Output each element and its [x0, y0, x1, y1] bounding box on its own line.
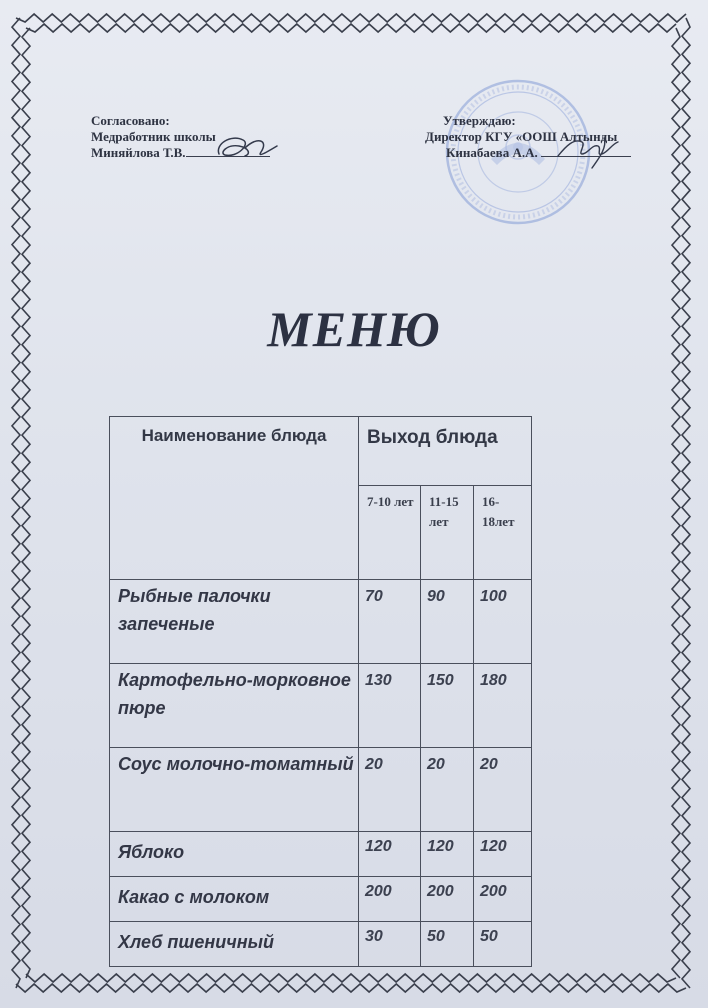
border-zigzag — [16, 14, 686, 22]
dish-name: Рыбные палочки запеченые — [110, 580, 359, 664]
dish-name: Хлеб пшеничный — [110, 922, 359, 967]
header-age-16-18: 16-18лет — [474, 486, 532, 580]
border-zigzag — [22, 28, 30, 978]
table-row — [110, 580, 532, 664]
border-zigzag — [672, 28, 680, 978]
border-zigzag — [16, 984, 686, 992]
approval-right-heading: Утверждаю: — [443, 113, 516, 128]
header-age-7-10: 7-10 лет — [359, 486, 421, 580]
portion-7-10: 130 — [359, 664, 421, 748]
portion-11-15: 50 — [421, 922, 474, 967]
portion-16-18: 20 — [474, 748, 532, 832]
portion-16-18: 120 — [474, 832, 532, 877]
menu-table — [109, 416, 532, 967]
border-zigzag — [682, 18, 690, 988]
portion-11-15: 90 — [421, 580, 474, 664]
header-age-11-15: 11-15 лет — [421, 486, 474, 580]
dish-name: Яблоко — [110, 832, 359, 877]
approval-left-position: Медработник школы — [91, 129, 216, 144]
portion-7-10: 200 — [359, 877, 421, 922]
header-output: Выход блюда — [359, 417, 532, 486]
border-zigzag — [12, 18, 20, 988]
dish-name: Картофельно-морковное пюре — [110, 664, 359, 748]
portion-16-18: 50 — [474, 922, 532, 967]
table-row — [110, 748, 532, 832]
approval-left-name: Миняйлова Т.В. — [91, 145, 186, 160]
border-zigzag — [26, 974, 676, 982]
page-title: МЕНЮ — [267, 301, 441, 357]
signature-left-icon — [205, 124, 285, 166]
portion-7-10: 120 — [359, 832, 421, 877]
approval-left-heading: Согласовано: — [91, 113, 170, 128]
portion-16-18: 100 — [474, 580, 532, 664]
signature-right-icon — [552, 128, 626, 172]
portion-7-10: 70 — [359, 580, 421, 664]
portion-11-15: 120 — [421, 832, 474, 877]
portion-11-15: 150 — [421, 664, 474, 748]
dish-name: Какао с молоком — [110, 877, 359, 922]
table-row — [110, 832, 532, 877]
header-dish-name: Наименование блюда — [110, 417, 359, 580]
portion-11-15: 20 — [421, 748, 474, 832]
portion-11-15: 200 — [421, 877, 474, 922]
table-row — [110, 664, 532, 748]
portion-16-18: 180 — [474, 664, 532, 748]
table-row — [110, 877, 532, 922]
approval-right-position: Директор КГУ «ООШ Алтынды — [425, 129, 618, 144]
border-zigzag — [26, 24, 676, 32]
table-row — [110, 922, 532, 967]
portion-7-10: 30 — [359, 922, 421, 967]
approval-right-name: Кинабаева А.А. — [446, 145, 538, 160]
portion-16-18: 200 — [474, 877, 532, 922]
dish-name: Соус молочно-томатный — [110, 748, 359, 832]
portion-7-10: 20 — [359, 748, 421, 832]
